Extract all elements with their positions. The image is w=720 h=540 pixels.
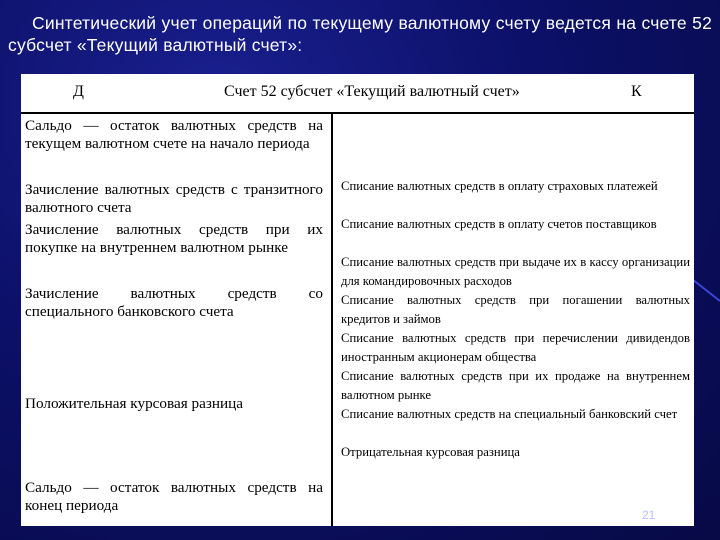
slide-heading: Синтетический учет операций по текущему валютному счету ведется на счете 52 субсчет «Текущий валютный счет»: [8, 13, 712, 55]
account-t-table [21, 74, 694, 526]
table-header [21, 74, 694, 114]
credit-entry-special-account: Списание валютных средств на специальный банковский счет [341, 407, 678, 421]
account-title: Счет 52 субсчет «Текущий валютный счет» [224, 83, 520, 100]
credit-entry-dividends: Списание валютных средств при перечислении дивидендов иностранным акционерам общества [341, 331, 690, 364]
credit-entry-sale: Списание валютных средств при их продаже на внутреннем валютном рынке [341, 369, 690, 402]
debit-entry-closing-balance: Сальдо — остаток валютных средств на конец периода [25, 479, 323, 514]
credit-entry-negative-difference: Отрицательная курсовая разница [341, 445, 520, 459]
debit-column-label: Д [73, 83, 84, 100]
credit-entry-loans: Списание валютных средств при погашении валютных кредитов и займов [341, 293, 690, 326]
credit-entry-cash-desk: Списание валютных средств при выдаче их в кассу организации для командировочных расходов [341, 255, 690, 288]
page-number: 21 [642, 508, 656, 522]
debit-entry-opening-balance: Сальдо — остаток валютных средств на текущем валютном счете на начало периода [25, 117, 323, 152]
debit-entry-special-account: Зачисление валютных средств со специального банковского счета [25, 285, 323, 320]
credit-entry-suppliers: Списание валютных средств в оплату счетов поставщиков [341, 217, 657, 231]
credit-entry-insurance: Списание валютных средств в оплату страховых платежей [341, 179, 658, 193]
credit-column [341, 114, 690, 526]
column-divider [331, 114, 333, 526]
debit-entry-transit-account: Зачисление валютных средств с транзитного валютного счета [25, 181, 323, 216]
credit-column-label: К [631, 83, 642, 100]
debit-column [25, 114, 323, 526]
debit-entry-purchase: Зачисление валютных средств при их покупке на внутреннем валютном рынке [25, 221, 323, 256]
debit-entry-positive-difference: Положительная курсовая разница [25, 395, 243, 412]
